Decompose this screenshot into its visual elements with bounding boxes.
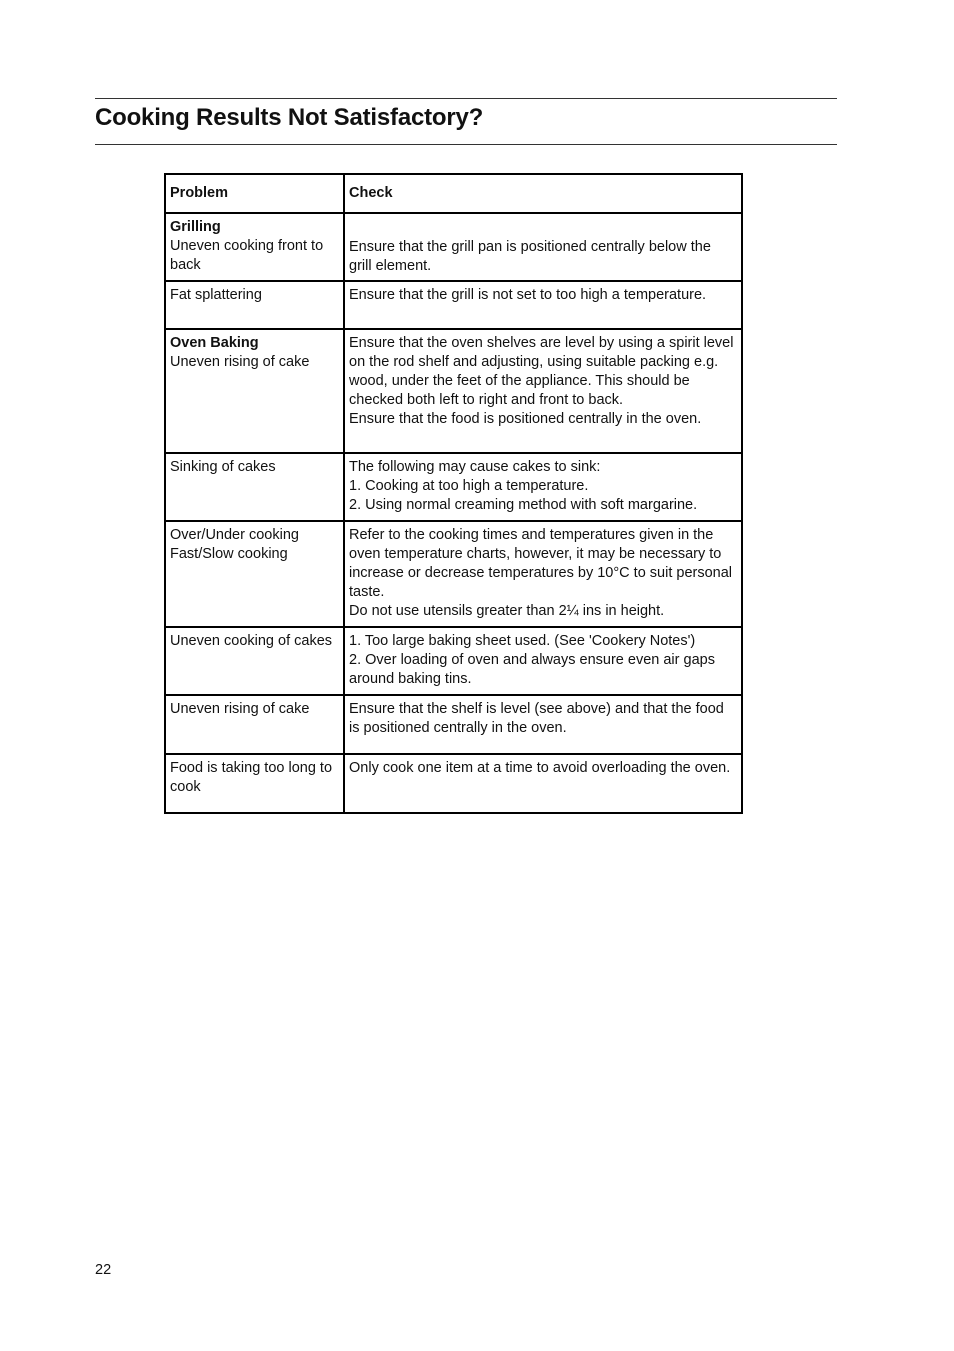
problem-text: Uneven rising of cake <box>170 701 310 717</box>
check-cell <box>344 329 742 453</box>
problem-text: Uneven cooking of cakes <box>170 633 333 649</box>
troubleshooting-table <box>164 173 743 814</box>
problem-cell <box>165 453 344 521</box>
problem-text: Over/Under cooking <box>170 527 299 543</box>
header-check: Check <box>344 174 742 213</box>
check-text: The following may cause cakes to sink: <box>349 459 601 475</box>
check-text: Ensure that the food is positioned centrally in the oven. <box>349 411 702 427</box>
check-text: Only cook one item at a time to avoid overloading the oven. <box>349 760 731 776</box>
check-cell <box>344 521 742 627</box>
table-header-row <box>165 174 742 213</box>
page-title: Cooking Results Not Satisfactory? <box>95 104 484 131</box>
check-text: 1. Cooking at too high a temperature. <box>349 478 589 494</box>
problem-cell <box>165 213 344 281</box>
check-text: 2. Using normal creaming method with soft margarine. <box>349 497 698 513</box>
problem-text: Uneven cooking front to back <box>170 238 324 273</box>
title-bottom-rule <box>95 144 837 145</box>
problem-text: Food is taking too long to cook <box>170 760 333 795</box>
check-text: Ensure that the oven shelves are level by using a spirit level on the rod shelf and adjusting, using suitable packing e.g. wood, under the feet of the appliance. This should be checked both left to right and front to back. <box>349 335 734 408</box>
problem-cell <box>165 695 344 754</box>
check-text: Do not use utensils greater than 2¼ ins in height. <box>349 603 665 619</box>
header-problem: Problem <box>165 174 344 213</box>
title-top-rule <box>95 98 837 99</box>
problem-cell <box>165 329 344 453</box>
table-row <box>165 754 742 813</box>
table-row <box>165 627 742 695</box>
section-heading: Oven Baking <box>170 335 259 351</box>
check-cell <box>344 213 742 281</box>
check-cell <box>344 281 742 329</box>
problem-text: Fat splattering <box>170 287 262 303</box>
check-text: 2. Over loading of oven and always ensure even air gaps around baking tins. <box>349 652 715 687</box>
table-row <box>165 453 742 521</box>
page-number: 22 <box>95 1262 112 1278</box>
table-row <box>165 213 742 281</box>
check-text: Refer to the cooking times and temperatures given in the oven temperature charts, however, it may be necessary to increase or decrease temperatures by 10°C to suit personal taste. <box>349 527 732 600</box>
check-cell <box>344 754 742 813</box>
check-cell <box>344 453 742 521</box>
check-cell <box>344 695 742 754</box>
check-text: 1. Too large baking sheet used. (See 'Cookery Notes') <box>349 633 696 649</box>
problem-cell <box>165 521 344 627</box>
problem-cell <box>165 281 344 329</box>
problem-text: Fast/Slow cooking <box>170 546 288 562</box>
section-heading: Grilling <box>170 219 221 235</box>
table-row <box>165 695 742 754</box>
check-text: Ensure that the grill pan is positioned centrally below the grill element. <box>349 239 711 274</box>
check-text: Ensure that the shelf is level (see above) and that the food is positioned centrally in the oven. <box>349 701 724 736</box>
table-row <box>165 281 742 329</box>
problem-cell <box>165 627 344 695</box>
check-cell <box>344 627 742 695</box>
problem-cell <box>165 754 344 813</box>
problem-text: Uneven rising of cake <box>170 354 310 370</box>
problem-text: Sinking of cakes <box>170 459 276 475</box>
check-text: Ensure that the grill is not set to too high a temperature. <box>349 287 707 303</box>
table-row <box>165 521 742 627</box>
table-row <box>165 329 742 453</box>
